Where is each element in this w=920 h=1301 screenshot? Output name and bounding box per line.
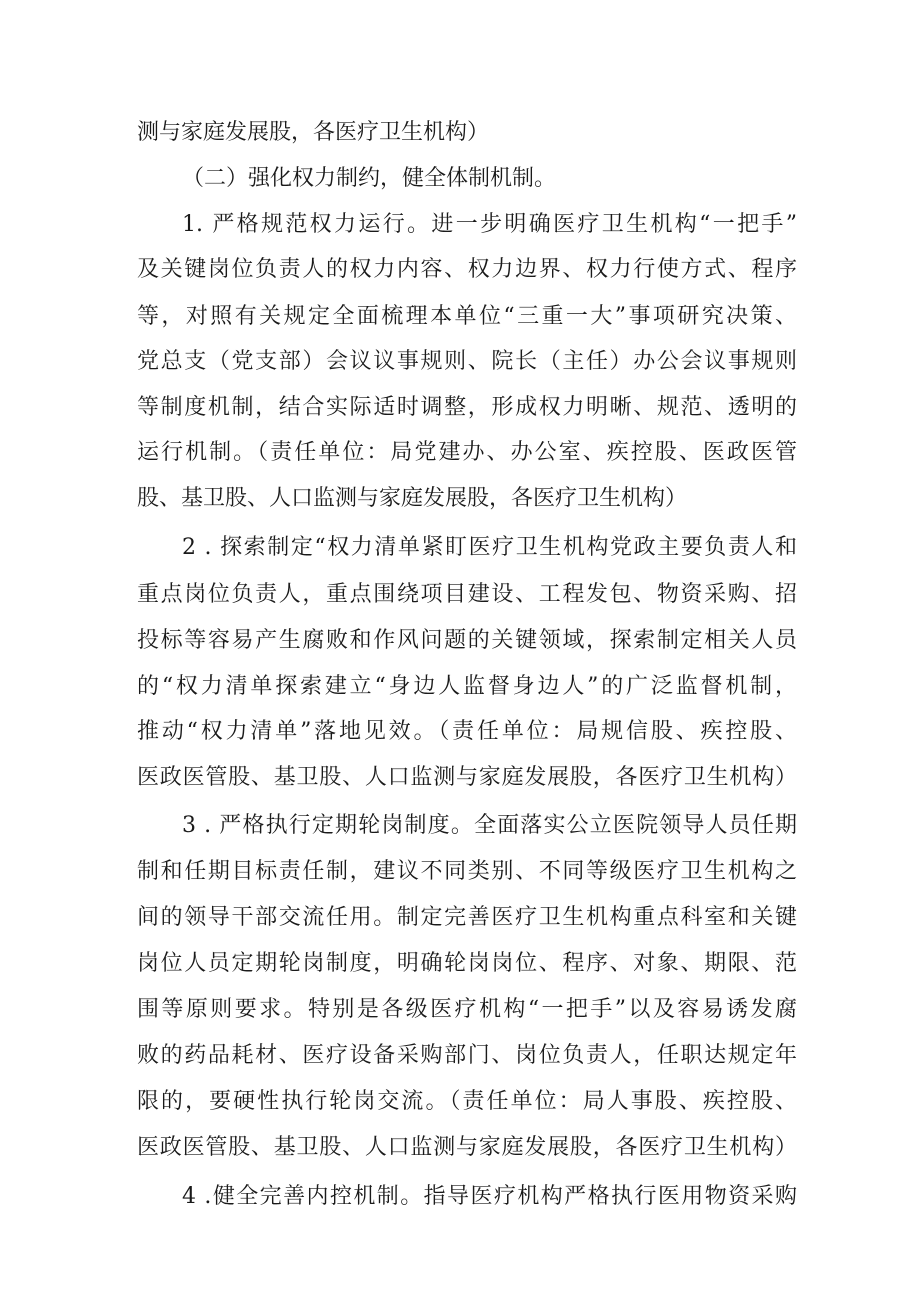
paragraph-1-line: 运行机制。（责任单位：局党建办、办公室、疾控股、医政医管 xyxy=(137,440,797,465)
section-heading: （二）强化权力制约，健全体制机制。 xyxy=(182,166,557,191)
paragraph-2-line: 重点岗位负责人，重点围绕项目建设、工程发包、物资采购、招 xyxy=(137,582,797,607)
paragraph-1-line: 等制度机制，结合实际适时调整，形成权力明晰、规范、透明的 xyxy=(137,395,797,420)
paragraph-3-line: 间的领导干部交流任用。制定完善医疗卫生机构重点科室和关键 xyxy=(137,905,797,930)
paragraph-1-line: 1. 严格规范权力运行。进一步明确医疗卫生机构“一把手” xyxy=(182,212,797,237)
paragraph-3-line: 3 . 严格执行定期轮岗制度。全面落实公立医院领导人员任期 xyxy=(182,813,797,838)
paragraph-3-line: 败的药品耗材、医疗设备采购部门、岗位负责人，任职达规定年 xyxy=(137,1043,797,1068)
paragraph-2-line: 医政医管股、基卫股、人口监测与家庭发展股，各医疗卫生机构） xyxy=(137,765,797,790)
paragraph-1-line: 及关键岗位负责人的权力内容、权力边界、权力行使方式、程序 xyxy=(137,257,797,282)
paragraph-2-line: 2 . 探索制定“权力清单紧盯医疗卫生机构党政主要负责人和 xyxy=(182,535,797,560)
paragraph-1-line: 党总支（党支部）会议议事规则、院长（主任）办公会议事规则 xyxy=(137,349,797,374)
paragraph-3-line: 制和任期目标责任制，建议不同类别、不同等级医疗卫生机构之 xyxy=(137,859,797,884)
paragraph-1-line: 股、基卫股、人口监测与家庭发展股，各医疗卫生机构） xyxy=(137,486,688,511)
paragraph-1-line: 等，对照有关规定全面梳理本单位“三重一大”事项研究决策、 xyxy=(137,304,797,329)
paragraph-2-line: 的“权力清单探索建立“身边人监督身边人”的广泛监督机制， xyxy=(137,674,797,699)
paragraph-3-line: 围等原则要求。特别是各级医疗机构“一把手”以及容易诱发腐 xyxy=(137,997,797,1022)
text-line: 测与家庭发展股，各医疗卫生机构） xyxy=(137,120,490,145)
paragraph-4-line: 4 .健全完善内控机制。指导医疗机构严格执行医用物资采购 xyxy=(182,1184,797,1209)
paragraph-2-line: 投标等容易产生腐败和作风问题的关键领域，探索制定相关人员 xyxy=(137,628,797,653)
paragraph-3-line: 限的，要硬性执行轮岗交流。（责任单位：局人事股、疾控股、 xyxy=(137,1089,797,1114)
paragraph-3-line: 岗位人员定期轮岗制度，明确轮岗岗位、程序、对象、期限、范 xyxy=(137,951,797,976)
paragraph-3-line: 医政医管股、基卫股、人口监测与家庭发展股，各医疗卫生机构） xyxy=(137,1135,797,1160)
paragraph-2-line: 推动“权力清单”落地见效。（责任单位：局规信股、疾控股、 xyxy=(137,719,797,744)
